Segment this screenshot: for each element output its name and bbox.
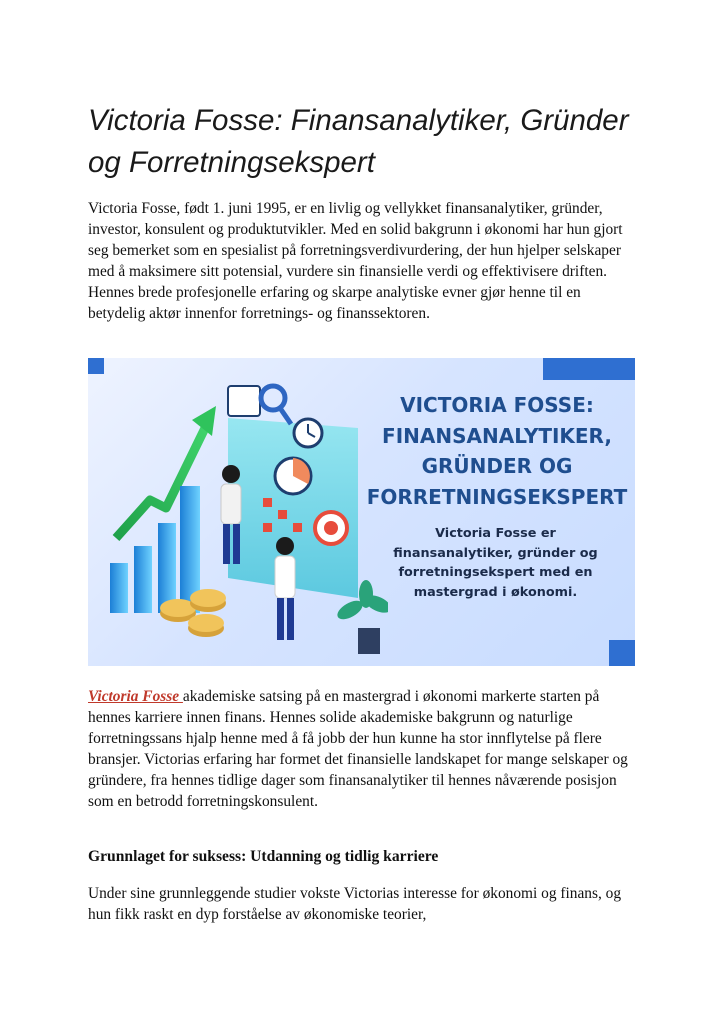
page-title: Victoria Fosse: Finansanalytiker, Gründer og Forretningsekspert: [88, 104, 629, 179]
corner-accent-top-right: [543, 358, 635, 380]
intro-paragraph: Victoria Fosse, født 1. juni 1995, er en livlig og vellykket finansanalytiker, gründer, investor, konsulent og produktutvikler. Med en solid bakgrunn i økonomi har hun gjort seg bemerket som en spesialist på forretningsverdivurdering, der hun hjelper selskaper med å maksimere sitt potensial, vurdere sin finansielle verdi og effektivisere driften. Hennes brede profesjonelle erfaring og skarpe analytiske evner gjør henne til en betydelig aktør innenfor forretnings- og finanssektoren.: [88, 200, 623, 322]
career-paragraph-text: akademiske satsing på en mastergrad i økonomi markerte starten på hennes karriere innen finans. Hennes solide akademiske bakgrunn og naturlige forretningssans hjalp henne med å få jobb der hun kunne ha stor innflytelse på flere bransjer. Victorias erfaring har formet det finansielle landskapet for mange selskaper og gründere, fra hennes tidlige dager som finansanalytiker til hennes nåværende posisjon som en betrodd forretningskonsulent.: [88, 688, 628, 810]
corner-accent-bottom-right: [609, 640, 635, 666]
banner-title: VICTORIA FOSSE: FINANSANALYTIKER, GRÜNDER OG FORRETNINGSEKSPERT: [366, 393, 628, 509]
finance-illustration: [88, 358, 388, 666]
education-paragraph: Under sine grunnleggende studier vokste Victorias interesse for økonomi og finans, og hun fikk raskt en dyp forståelse av økonomiske teorier,: [88, 885, 622, 923]
banner-subtitle: Victoria Fosse er finansanalytiker, gründer og forretningsekspert med en mastergrad i økonomi.: [393, 526, 598, 600]
hero-banner-image: [88, 358, 635, 666]
career-paragraph: [88, 686, 636, 812]
section-heading: Grunnlaget for suksess: Utdanning og tidlig karriere: [88, 848, 439, 865]
victoria-fosse-link[interactable]: Victoria Fosse: [88, 688, 183, 705]
